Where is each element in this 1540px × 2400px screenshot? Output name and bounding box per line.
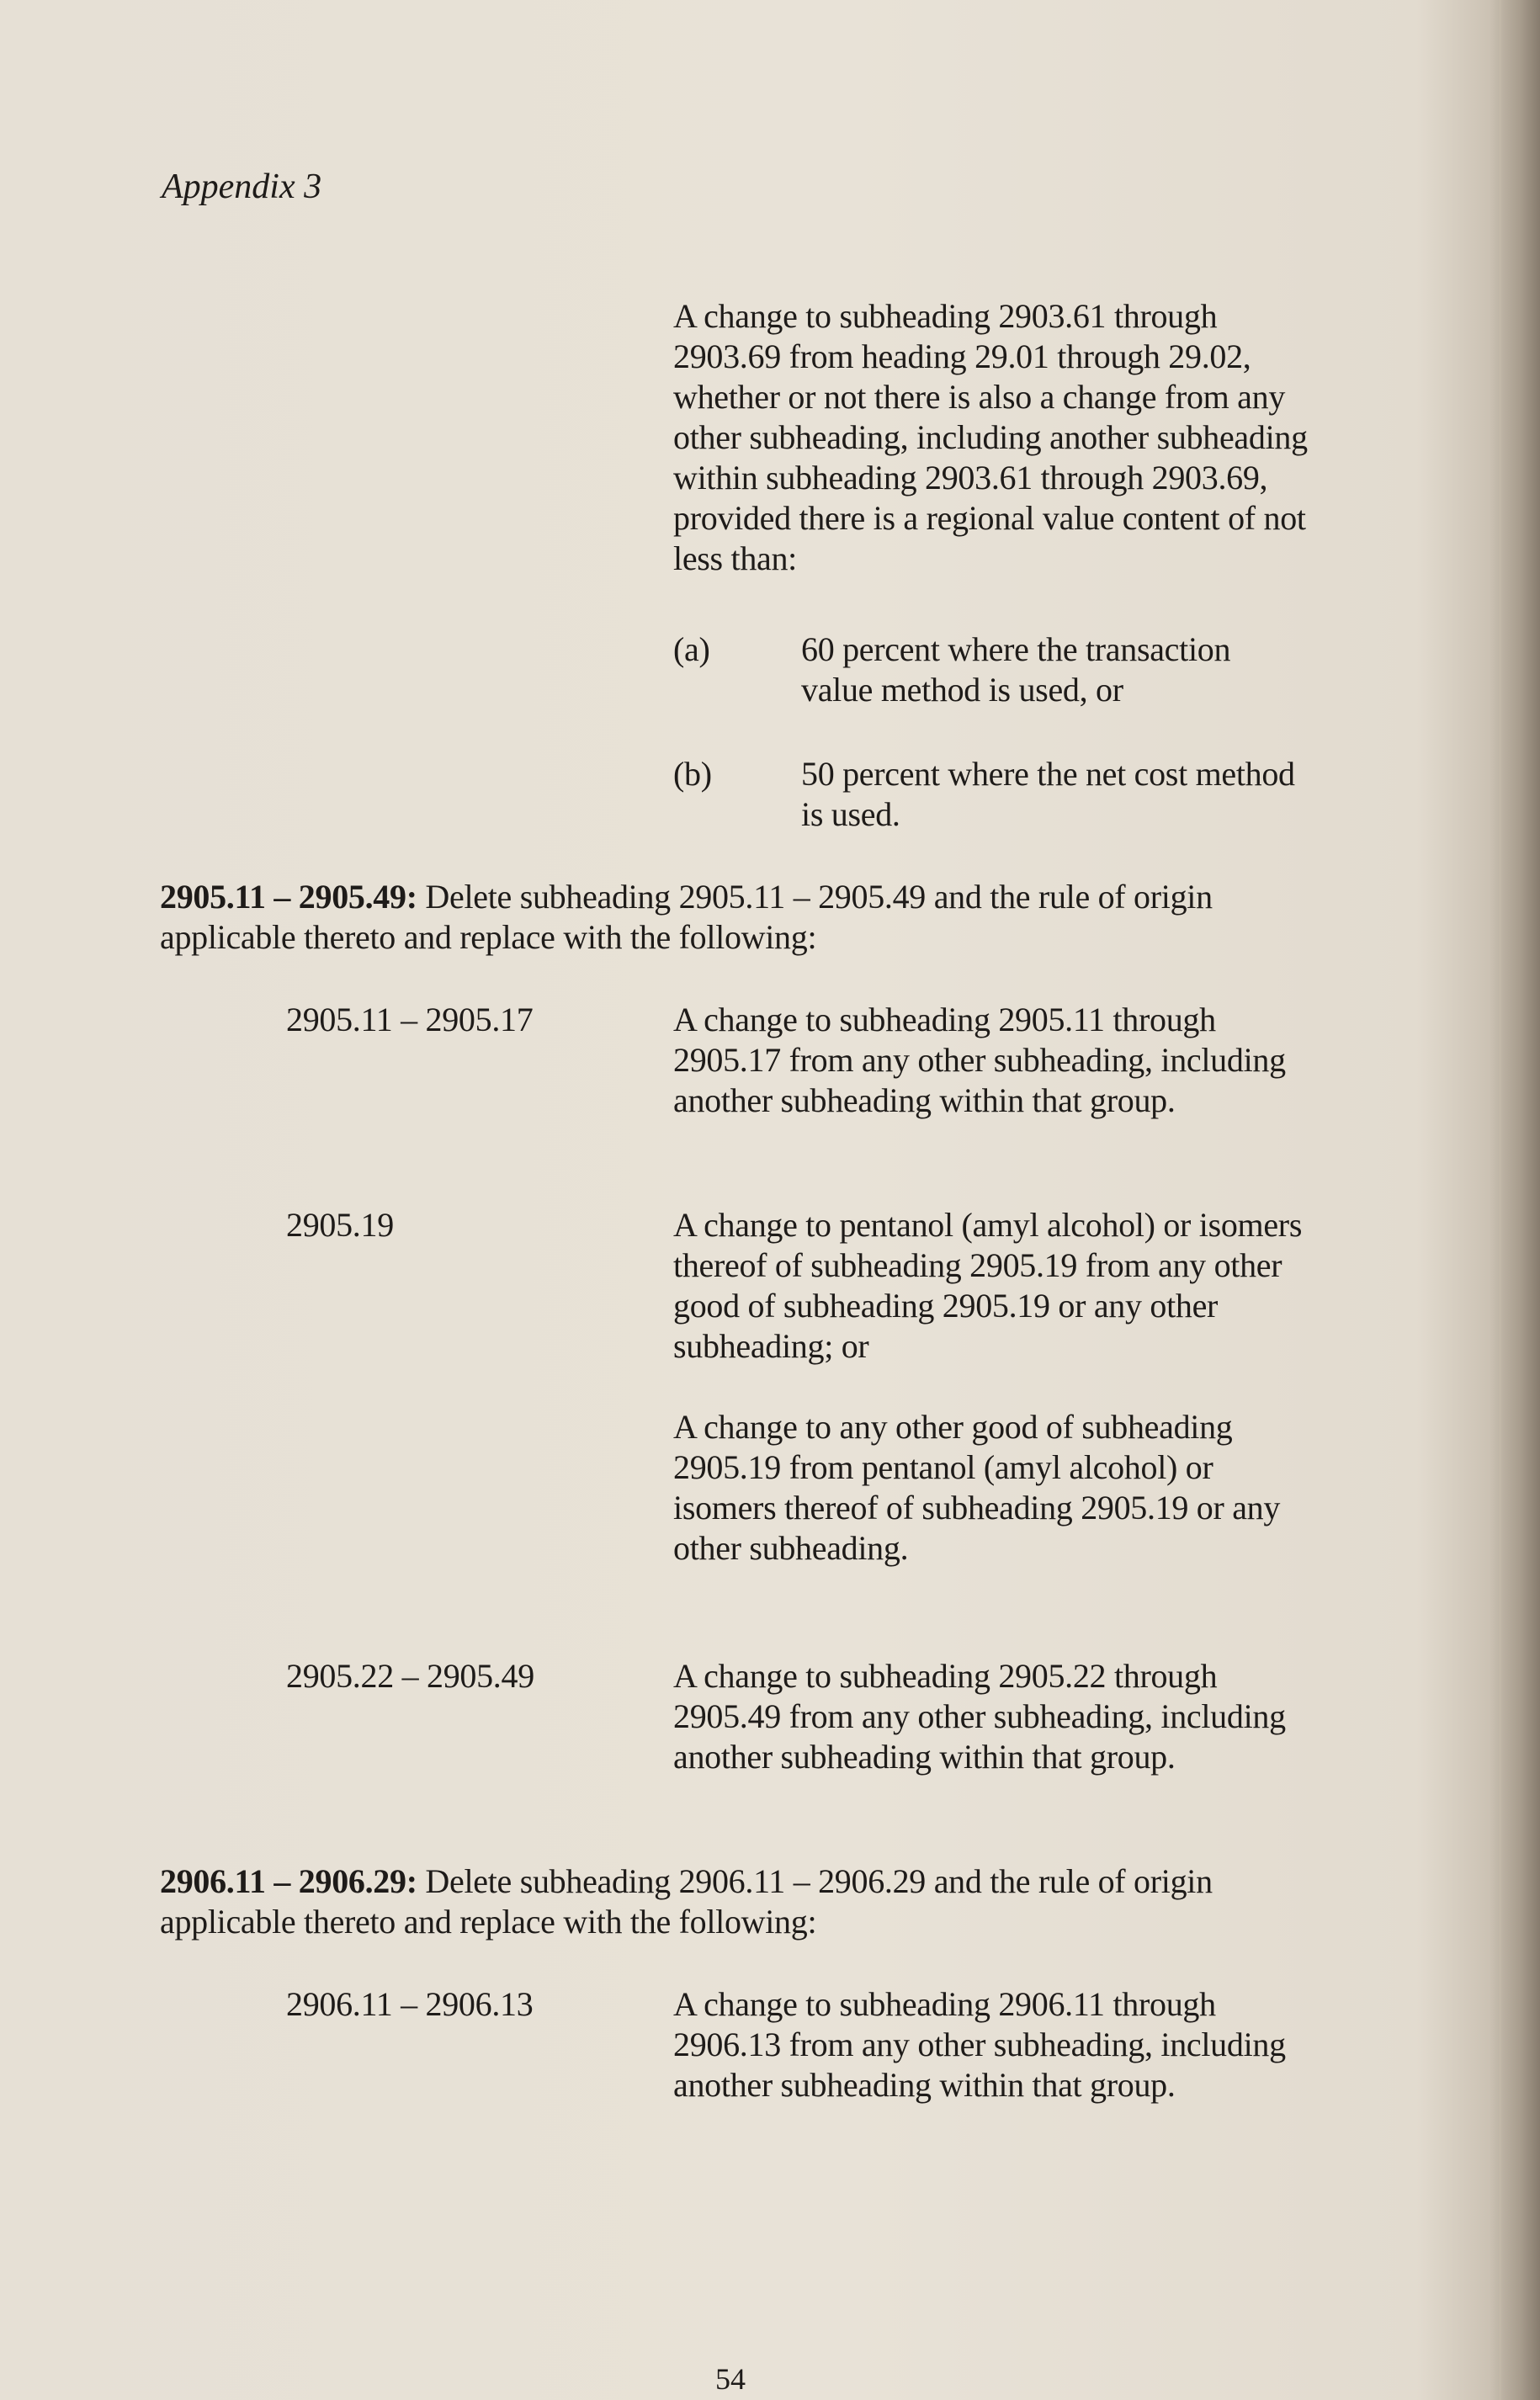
section-2905-code: 2905.11 – 2905.49: <box>160 878 417 916</box>
condition-label-b: (b) <box>673 755 712 793</box>
condition-text-a: 60 percent where the transaction value method is used, or <box>801 630 1231 709</box>
page-number: 54 <box>715 2362 746 2396</box>
row-code-2905-19: 2905.19 <box>286 1206 394 1244</box>
row-rule-2905-19-b: A change to any other good of subheading 2905.19 from pentanol (amyl alcohol) or isomers thereof of subheading 2905.19 or any other subheading. <box>673 1408 1281 1567</box>
row-code-2906-11: 2906.11 – 2906.13 <box>286 1985 534 2023</box>
section-2905-instruction: Delete subheading 2905.11 – 2905.49 and the rule of origin applicable thereto and replace with the following: <box>160 878 1213 956</box>
row-rule-2905-11: A change to subheading 2905.11 through 2905.17 from any other subheading, including another subheading within that group. <box>673 1001 1286 1119</box>
section-2905-heading <box>160 877 1304 958</box>
section-2906-code: 2906.11 – 2906.29: <box>160 1862 417 1900</box>
row-code-2905-11: 2905.11 – 2905.17 <box>286 1001 534 1038</box>
condition-label-a: (a) <box>673 630 710 668</box>
row-rule-2906-11: A change to subheading 2906.11 through 2906.13 from any other subheading, including another subheading within that group. <box>673 1985 1286 2104</box>
binding-edge <box>1499 0 1501 2400</box>
section-2906-heading <box>160 1861 1304 1942</box>
row-code-2905-22: 2905.22 – 2905.49 <box>286 1657 534 1695</box>
row-rule-2905-22: A change to subheading 2905.22 through 2905.49 from any other subheading, including another subheading within that group. <box>673 1657 1286 1776</box>
row-rule-2905-19-a: A change to pentanol (amyl alcohol) or isomers thereof of subheading 2905.19 from any other good of subheading 2905.19 or any other subheading; or <box>673 1206 1303 1365</box>
section-2906-instruction: Delete subheading 2906.11 – 2906.29 and the rule of origin applicable thereto and replace with the following: <box>160 1862 1213 1941</box>
running-head: Appendix 3 <box>162 167 322 206</box>
condition-text-b: 50 percent where the net cost method is used. <box>801 755 1295 833</box>
binding-shadow <box>1490 0 1540 2400</box>
rule-2903-text: A change to subheading 2903.61 through 2903.69 from heading 29.01 through 29.02, whether or not there is also a change from any other subheading, including another subheading within subheading 2903.61 through 2903.69, provided there is a regional value content of not less than: <box>673 297 1308 577</box>
